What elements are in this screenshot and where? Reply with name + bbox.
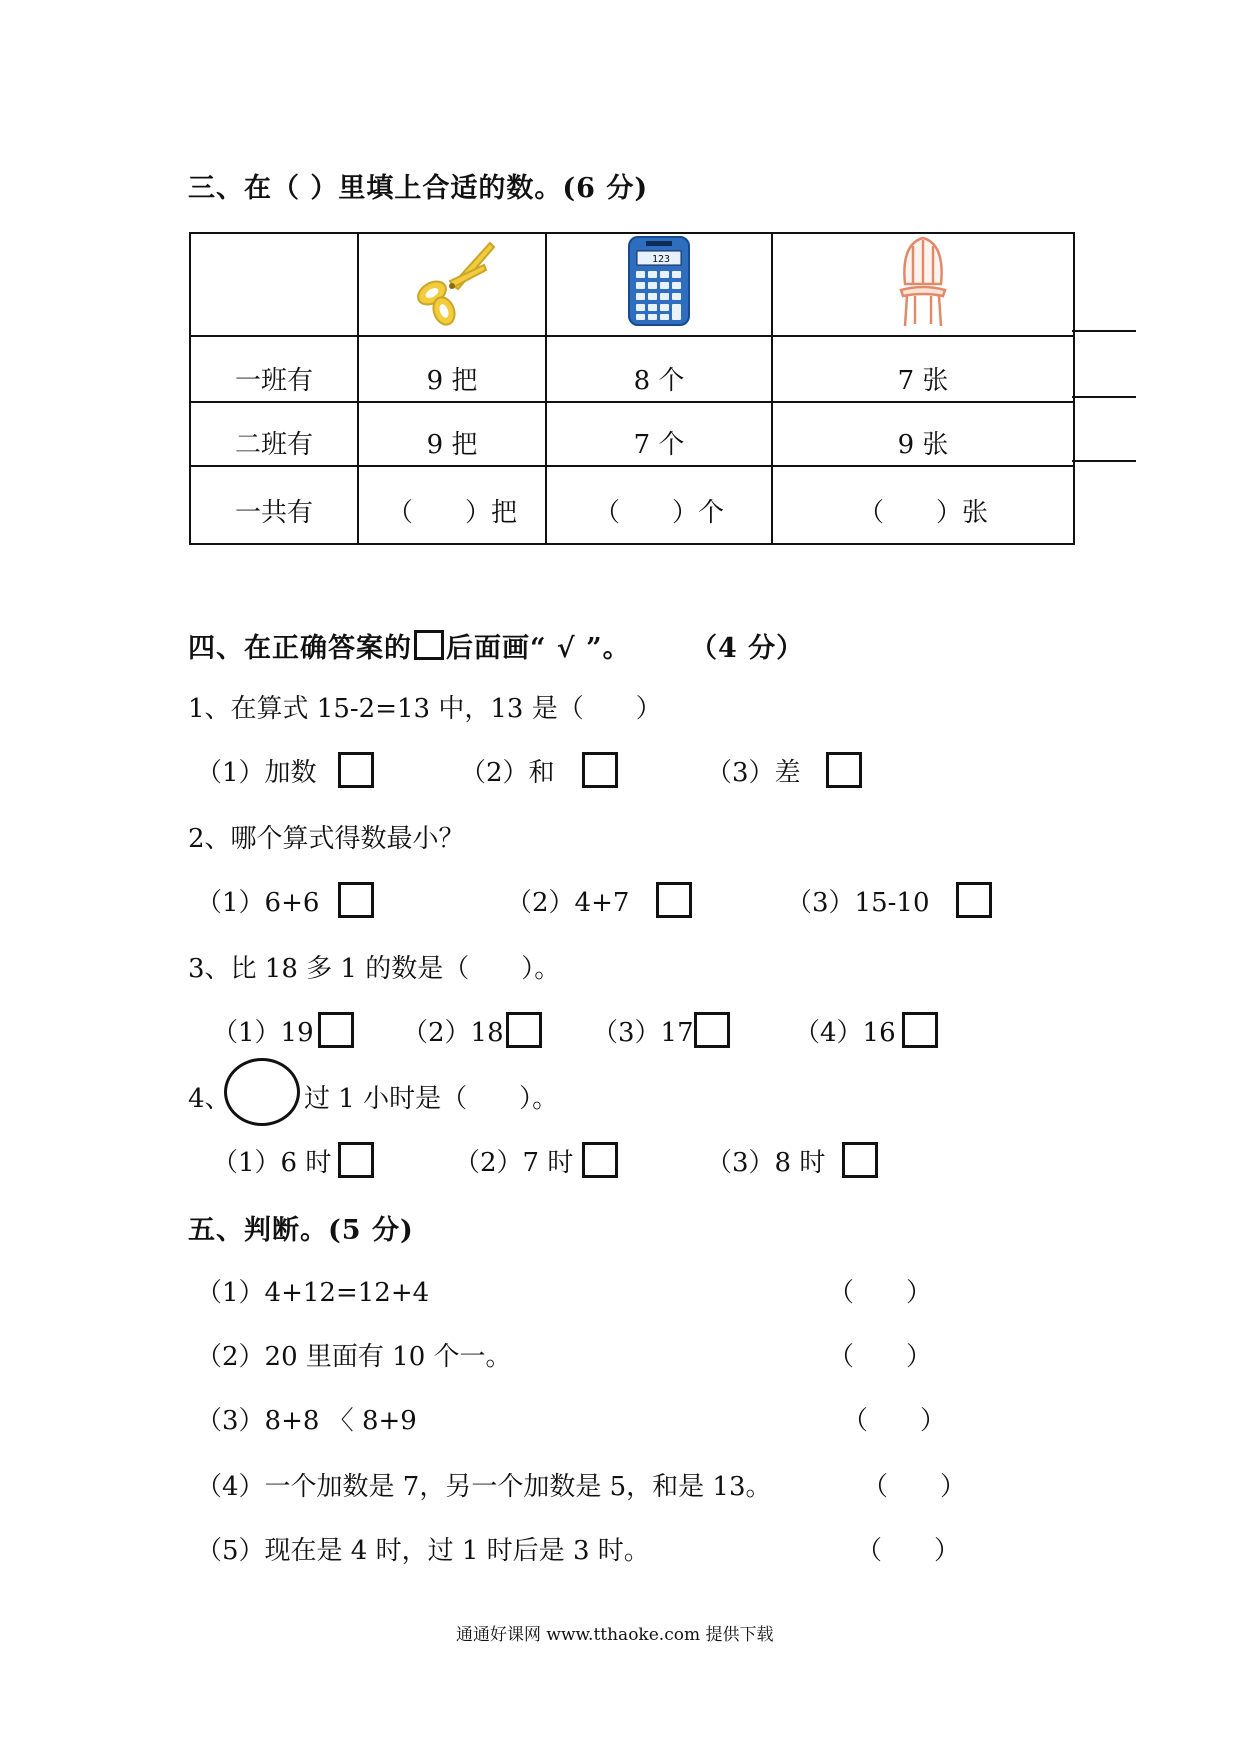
table-cell: 7 张: [772, 336, 1074, 402]
option-label: （1）6+6: [196, 888, 320, 918]
question-1: 1、在算式 15-2=13 中，13 是（ ）: [188, 694, 662, 724]
table-header-calculator: [546, 233, 772, 336]
option-label: （1）6 时: [212, 1148, 332, 1178]
judge-item: （1）4+12=12+4: [196, 1278, 430, 1308]
table-header-chair: [772, 233, 1074, 336]
table-row: [190, 336, 1074, 402]
answer-checkbox[interactable]: [338, 882, 374, 918]
section4-title-prefix: 四、在正确答案的: [188, 633, 412, 664]
table-corner-cell: [190, 233, 358, 336]
answer-checkbox[interactable]: [826, 752, 862, 788]
answer-blank[interactable]: （ ）把: [358, 466, 546, 544]
section3-title: 三、在（ ）里填上合适的数。(6 分): [188, 173, 649, 204]
judge-item: （5）现在是 4 时，过 1 时后是 3 时。: [196, 1536, 650, 1566]
table-row: [190, 402, 1074, 466]
option-label: （2）和: [460, 758, 555, 788]
answer-checkbox[interactable]: [338, 1142, 374, 1178]
table-row: [190, 466, 1074, 544]
table-cell: 9 张: [772, 402, 1074, 466]
answer-blank[interactable]: （ ）个: [546, 466, 772, 544]
calculator-display: 123: [651, 254, 670, 265]
table-cell: 9 把: [358, 336, 546, 402]
question-2: 2、哪个算式得数最小？: [188, 824, 465, 854]
option-label: （3）8 时: [706, 1148, 826, 1178]
answer-checkbox[interactable]: [506, 1012, 542, 1048]
row-label: 一班有: [190, 336, 358, 402]
calculator-icon: [626, 235, 692, 327]
answer-blank[interactable]: （ ）张: [772, 466, 1074, 544]
judge-blank[interactable]: （ ）: [828, 1278, 933, 1308]
judge-item: （4）一个加数是 7，另一个加数是 5，和是 13。: [196, 1472, 772, 1502]
answer-checkbox[interactable]: [694, 1012, 730, 1048]
chair-icon: [893, 234, 953, 328]
scissors-icon: [406, 235, 498, 327]
answer-checkbox[interactable]: [318, 1012, 354, 1048]
row-label: 二班有: [190, 402, 358, 466]
answer-checkbox[interactable]: [338, 752, 374, 788]
option-label: （2）7 时: [454, 1148, 574, 1178]
footer-note: 通通好课网 www.tthaoke.com 提供下载: [456, 1625, 774, 1645]
question-4: 过 1 小时是（ ）。: [304, 1084, 559, 1114]
option-label: （2）4+7: [506, 888, 630, 918]
table-cell: 9 把: [358, 402, 546, 466]
option-label: （4）16: [794, 1018, 896, 1048]
judge-blank[interactable]: （ ）: [828, 1342, 933, 1372]
section4-title: [188, 626, 631, 665]
option-label: （1）19: [212, 1018, 314, 1048]
answer-checkbox[interactable]: [956, 882, 992, 918]
judge-blank[interactable]: （ ）: [842, 1406, 947, 1436]
table-divider: [1072, 460, 1136, 462]
option-label: （1）加数: [196, 758, 317, 788]
row-label: 一共有: [190, 466, 358, 544]
answer-checkbox[interactable]: [902, 1012, 938, 1048]
section4-score: （4 分）: [690, 633, 805, 664]
answer-checkbox[interactable]: [656, 882, 692, 918]
table-divider: [1072, 330, 1136, 332]
count-table: [189, 232, 1075, 545]
question-4-prefix: 4、: [188, 1084, 231, 1114]
clock-circle-icon: [224, 1058, 300, 1126]
checkbox-symbol-icon: [414, 630, 444, 660]
question-3: 3、比 18 多 1 的数是（ ）。: [188, 954, 561, 984]
option-label: （3）17: [592, 1018, 694, 1048]
answer-checkbox[interactable]: [582, 1142, 618, 1178]
judge-blank[interactable]: （ ）: [856, 1536, 961, 1566]
table-cell: 8 个: [546, 336, 772, 402]
table-header-scissors: [358, 233, 546, 336]
table-cell: 7 个: [546, 402, 772, 466]
table-divider: [1072, 396, 1136, 398]
answer-checkbox[interactable]: [842, 1142, 878, 1178]
judge-blank[interactable]: （ ）: [862, 1472, 967, 1502]
answer-checkbox[interactable]: [582, 752, 618, 788]
section5-title: 五、判断。(5 分): [188, 1215, 414, 1246]
option-label: （2）18: [402, 1018, 504, 1048]
judge-item: （3）8+8 〈 8+9: [196, 1406, 417, 1436]
judge-item: （2）20 里面有 10 个一。: [196, 1342, 512, 1372]
section4-title-suffix: 后面画“ √ ”。: [446, 633, 631, 664]
option-label: （3）15-10: [786, 888, 930, 918]
option-label: （3）差: [706, 758, 801, 788]
